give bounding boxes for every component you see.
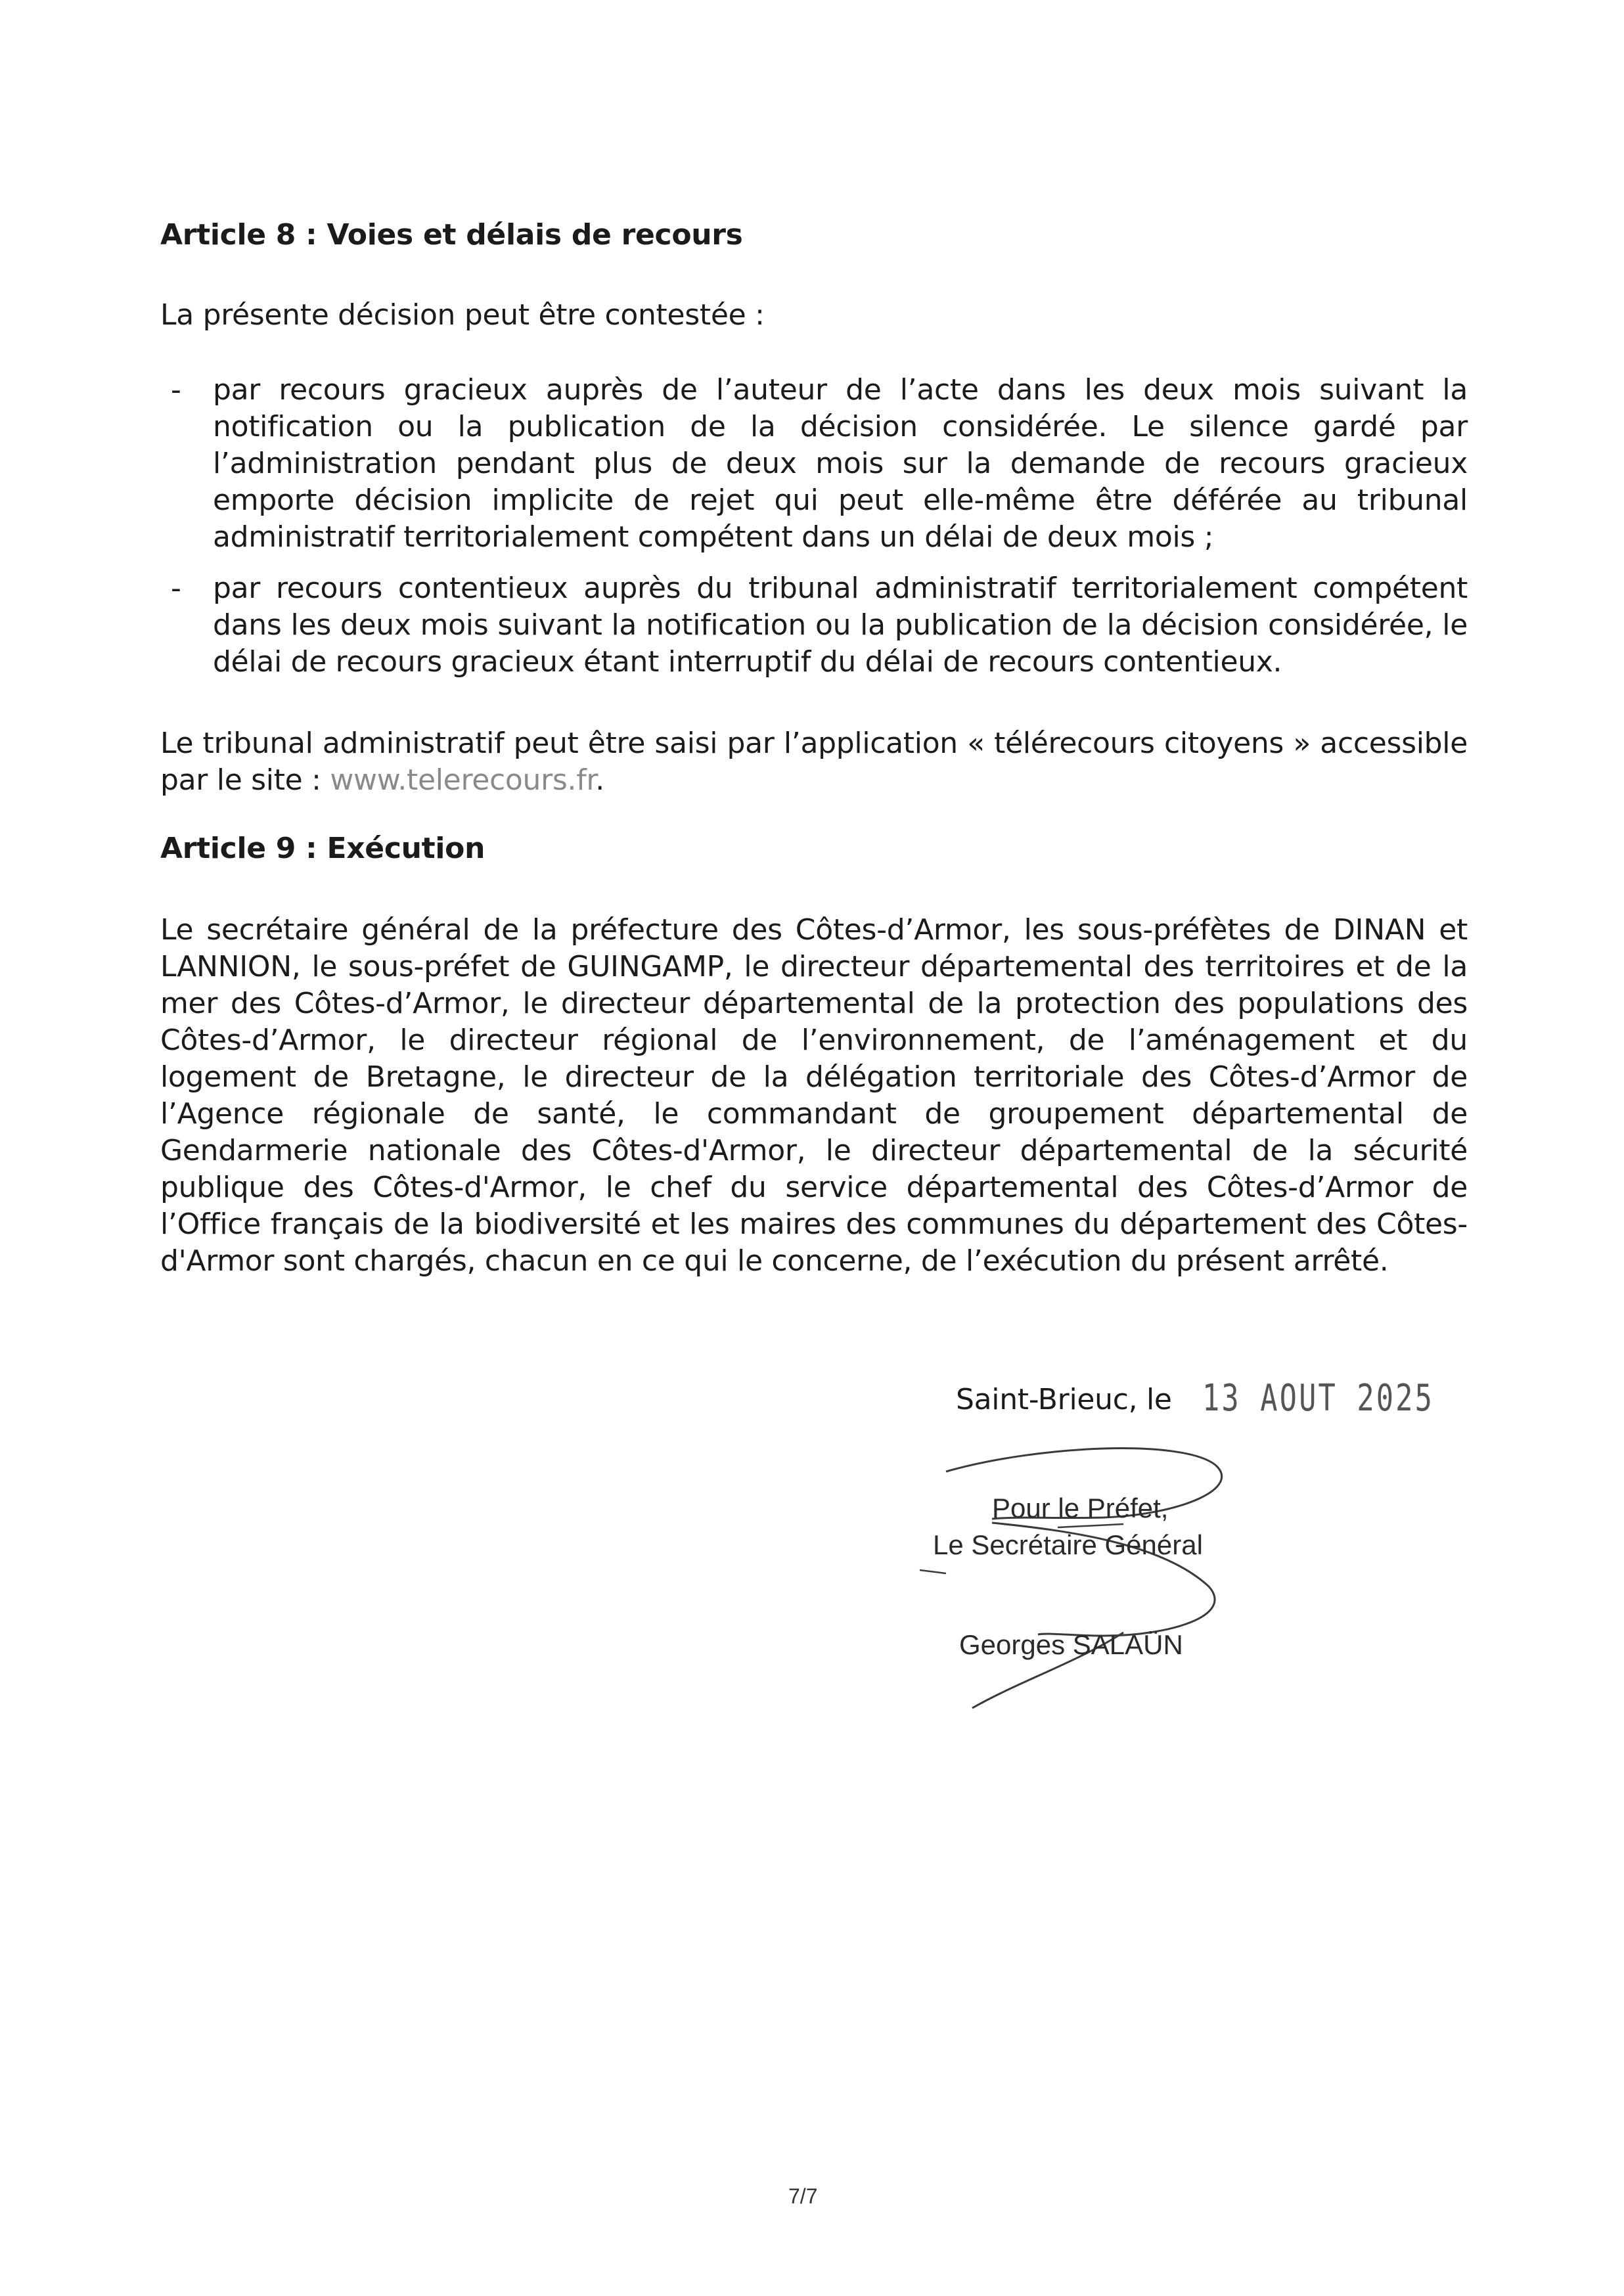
bullet-dash: - bbox=[171, 373, 181, 407]
telerecours-text: Le tribunal administratif peut être saisi par l’application « télérecours citoyens » accessible par le site : bbox=[160, 727, 1468, 797]
signature-block bbox=[907, 1445, 1314, 1721]
recours-gracieux-text: par recours gracieux auprès de l’auteur de l’acte dans les deux mois suivant la notification ou la publication de la décision considérée. Le silence gardé par l’administration pendant plus de deux mois sur la demande de recours gracieux emporte décision implicite de rejet qui peut elle-même être déférée au tribunal administratif territorialement compétent dans un délai de deux mois ; bbox=[213, 373, 1468, 554]
bullet-dash: - bbox=[171, 572, 181, 605]
signature-line-1: Pour le Préfet, bbox=[992, 1493, 1169, 1523]
signatory-name: Georges SALAÜN bbox=[959, 1629, 1183, 1660]
signature-line-2: Le Secrétaire Général bbox=[933, 1529, 1203, 1560]
telerecours-paragraph bbox=[160, 725, 1468, 799]
article-8-intro: La présente décision peut être contestée : bbox=[160, 298, 765, 332]
recours-contentieux-text: par recours contentieux auprès du tribunal administratif territorialement compétent dans les deux mois suivant la notification ou la publication de la décision considérée, le délai de recours gracieux étant interruptif du délai de recours contentieux. bbox=[213, 572, 1468, 679]
handwritten-signature-icon bbox=[907, 1445, 1314, 1721]
signature-place: Saint-Brieuc, le bbox=[956, 1383, 1172, 1416]
telerecours-link[interactable]: www.telerecours.fr bbox=[330, 763, 596, 797]
article-9-text: Le secrétaire général de la préfecture des Côtes-d’Armor, les sous-préfètes de DINAN et LANNION, le sous-préfet de GUINGAMP, le directeur départemental des territoires et de la mer des Côtes-d’Armor, le directeur départemental de la protection des populations des Côtes-d’Armor, le directeur régional de l’environnement, de l’aménagement et du logement de Bretagne, le directeur de la délégation territoriale des Côtes-d’Armor de l’Agence régionale de santé, le commandant de groupement départemental de Gendarmerie nationale des Côtes-d'Armor, le directeur départemental de la sécurité publique des Côtes-d'Armor, le chef du service départemental des Côtes-d’Armor de l’Office français de la biodiversité et les maires des communes du département des Côtes-d'Armor sont chargés, chacun en ce qui le concerne, de l’exécution du présent arrêté. bbox=[160, 913, 1468, 1278]
article-8-heading: Article 8 : Voies et délais de recours bbox=[160, 218, 743, 252]
date-stamp: 13 AOUT 2025 bbox=[1202, 1377, 1435, 1420]
page-number: 7/7 bbox=[788, 2184, 818, 2208]
article-9-heading: Article 9 : Exécution bbox=[160, 832, 485, 865]
telerecours-end: . bbox=[595, 763, 604, 797]
